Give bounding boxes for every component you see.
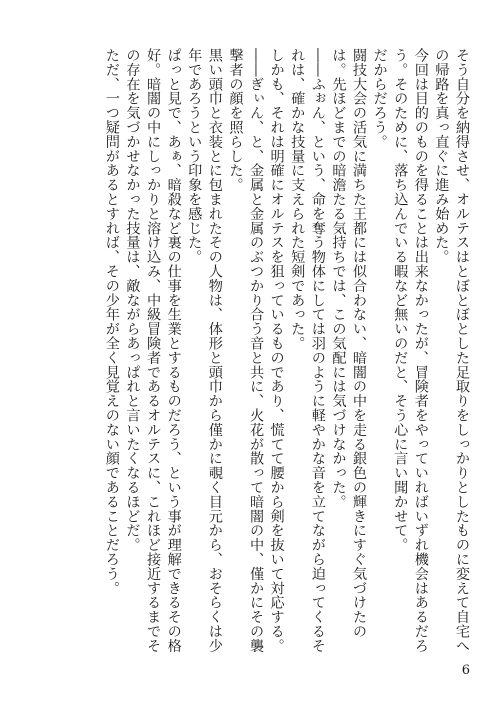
paragraph: ――ぎぃん、と、金属と金属のぶつかり合う音と共に、火花が散って暗闇の中、僅かにその襲撃者の顔を照らした。 bbox=[227, 48, 265, 653]
page-number: 6 bbox=[461, 663, 470, 678]
paragraph: そう自分を納得させ、オルテスはとぼとぼとした足取りをしっかりとしたものに変えて自宅への帰路を真っ直ぐに進み始めた。 bbox=[433, 48, 470, 653]
paragraph: 黒い頭巾と衣装とに包まれたその人物は、体形と頭巾から僅かに覗く目元から、おそらくは少年であろうという印象を感じた。 bbox=[186, 48, 223, 653]
body-text bbox=[42, 48, 472, 660]
paragraph: だからだろう。 bbox=[371, 48, 388, 149]
paragraph: 今回は目的のものを得ることは出来なかったが、冒険者をやっていればいずれ機会はあるだろう。そのために、落ち込んでいる暇など無いのだと、そう心に言い聞かせて。 bbox=[392, 48, 429, 653]
paragraph: 闘技大会の活気に満ちた王都には似合わない、暗闇の中を走る銀色の輝きにすぐ気づけたのは。先ほどまでの暗澹たる気持ちでは、この気配には気づけなかった。 bbox=[330, 48, 368, 639]
paragraph: ぱっと見で、あぁ、暗殺など裏の仕事を生業とするものだろう、という事が理解できるその格好。暗闇の中にしっかりと溶け込み、中級冒険者であるオルテスに、これほど接近するまでその存在を気づかせなかった技量は、敵ながらあっぱれと言いたくなるほどだ。 bbox=[124, 48, 182, 653]
paragraph: ただ、一つ疑問があるとすれば、その少年が全く見覚えのない顔であることだろう。 bbox=[103, 48, 120, 596]
paragraph: ――ふぉん、という、命を奪う物体にしては羽のように軽やかな音を立てながら迫ってくるそれは、確かな技量に支えられた短剣であった。 bbox=[289, 48, 326, 653]
paragraph: しかも、それは明確にオルテスを狙っているものであり、慌てて腰から剣を抜いて対応する。 bbox=[268, 48, 285, 653]
